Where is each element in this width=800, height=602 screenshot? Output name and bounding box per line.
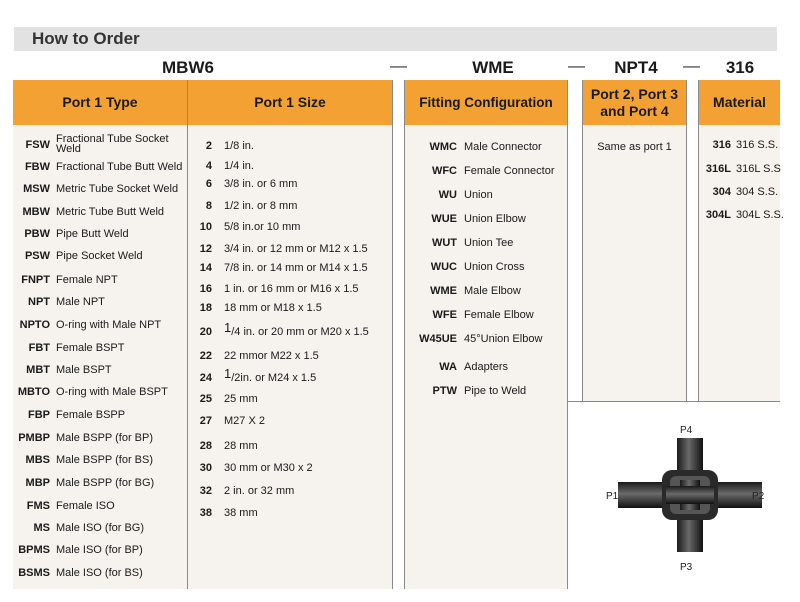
list-item xyxy=(198,283,359,295)
type-desc-line: Fractional Tube Socket xyxy=(56,133,169,145)
type-code: MBT xyxy=(26,364,50,376)
header-port2-4 xyxy=(583,80,686,125)
size-code: 30 xyxy=(199,462,212,474)
order-code-port2-4: NPT4 xyxy=(614,58,658,77)
type-desc: Male NPT xyxy=(56,296,105,308)
config-desc: Union Tee xyxy=(464,237,514,249)
config-code: WUT xyxy=(431,237,457,249)
list-item xyxy=(414,333,542,345)
list-item xyxy=(14,544,143,556)
list-item xyxy=(414,213,526,225)
type-code: MSW xyxy=(23,183,50,195)
column-divider xyxy=(686,80,687,401)
list-item xyxy=(14,567,143,579)
list-item xyxy=(198,320,369,338)
cross-hub xyxy=(666,486,714,504)
port2-4-note: Same as port 1 xyxy=(597,141,672,153)
list-item xyxy=(14,161,182,173)
type-code: PBW xyxy=(24,228,50,240)
list-item xyxy=(14,522,144,534)
separator-dash: — xyxy=(683,56,700,75)
header-label: Fitting Configuration xyxy=(419,95,553,110)
size-code: 38 xyxy=(199,507,212,519)
size-code: 20 xyxy=(199,326,212,338)
size-desc: 3/4 in. or 12 mm or M12 x 1.5 xyxy=(224,243,368,255)
type-desc: Metric Tube Socket Weld xyxy=(56,183,179,195)
column-divider xyxy=(392,80,393,589)
column-divider xyxy=(187,80,188,589)
list-item xyxy=(198,507,258,519)
type-desc: Pipe Butt Weld xyxy=(56,228,129,240)
list-item xyxy=(198,462,313,474)
size-code: 18 xyxy=(199,302,212,314)
config-code: WUE xyxy=(431,213,457,225)
material-column-bg xyxy=(698,80,780,401)
separator-dash: — xyxy=(568,56,585,75)
size-desc: 30 mm or M30 x 2 xyxy=(224,462,313,474)
size-code: 8 xyxy=(205,200,212,212)
list-item xyxy=(198,366,317,384)
size-code: 6 xyxy=(205,178,212,190)
type-desc: Male BSPP (for BG) xyxy=(56,477,155,489)
horizontal-divider xyxy=(567,401,780,402)
size-code: 25 xyxy=(199,393,212,405)
type-code: MS xyxy=(33,522,50,534)
header-port1-type xyxy=(13,80,187,125)
type-desc: Male BSPP (for BP) xyxy=(56,432,153,444)
config-code: PTW xyxy=(432,385,457,397)
size-fraction-whole: 1 xyxy=(224,366,232,381)
config-desc: 45°Union Elbow xyxy=(464,333,543,345)
size-desc: 22 mmor M22 x 1.5 xyxy=(224,350,319,362)
header-label: Material xyxy=(713,94,766,110)
list-item xyxy=(198,415,265,427)
header-label: Port 1 Size xyxy=(254,94,326,110)
size-desc: 1/2 in. or 8 mm xyxy=(224,200,298,212)
list-item xyxy=(198,178,297,190)
size-code: 4 xyxy=(205,160,212,172)
header-label: Port 2, Port 3 xyxy=(590,85,679,102)
list-item xyxy=(414,361,508,373)
list-item xyxy=(14,500,115,512)
type-desc: Male ISO (for BG) xyxy=(56,522,145,534)
size-code: 12 xyxy=(199,243,212,255)
type-desc: Male ISO (for BP) xyxy=(56,544,143,556)
header-label: and Port 4 xyxy=(600,102,669,119)
page-title: How to Order xyxy=(32,29,140,48)
list-item xyxy=(198,243,368,255)
list-item xyxy=(702,163,781,175)
config-code: W45UE xyxy=(419,333,457,345)
config-code: WFE xyxy=(432,309,457,321)
size-desc xyxy=(224,320,369,338)
list-item xyxy=(14,409,125,421)
type-code: PMBP xyxy=(18,432,50,444)
type-desc: Female ISO xyxy=(56,500,115,512)
material-code: 304L xyxy=(705,209,731,221)
port-label-p4: P4 xyxy=(680,425,693,436)
size-code: 22 xyxy=(199,350,212,362)
size-code: 14 xyxy=(199,262,212,274)
size-desc: 38 mm xyxy=(224,507,258,519)
list-item xyxy=(198,302,322,314)
type-code: BSMS xyxy=(18,567,50,579)
size-desc: 18 mm or M18 x 1.5 xyxy=(224,302,322,314)
list-item xyxy=(14,296,105,308)
size-desc: 28 mm xyxy=(224,440,258,452)
list-item xyxy=(14,228,129,240)
order-code-size: MBW6 xyxy=(162,58,214,77)
type-desc: Metric Tube Butt Weld xyxy=(56,206,165,218)
material-desc: 316L S.S xyxy=(736,163,781,175)
config-code: WFC xyxy=(431,165,457,177)
list-item xyxy=(702,186,778,198)
config-desc: Adapters xyxy=(464,361,509,373)
type-desc xyxy=(56,134,169,154)
list-item xyxy=(14,274,118,286)
config-desc: Female Connector xyxy=(464,165,555,177)
size-desc: 1/8 in. xyxy=(224,140,254,152)
size-fraction-whole: 1 xyxy=(224,320,232,335)
type-desc: Pipe Socket Weld xyxy=(56,250,143,262)
size-fraction-rest: /4 in. or 20 mm or M20 x 1.5 xyxy=(231,326,369,338)
type-code: FSW xyxy=(25,139,50,151)
material-desc: 304L S.S. xyxy=(736,209,784,221)
material-desc: 316 S.S. xyxy=(736,139,779,151)
size-desc: 3/8 in. or 6 mm xyxy=(224,178,298,190)
size-code: 16 xyxy=(199,283,212,295)
list-item xyxy=(14,250,143,262)
type-code: MBP xyxy=(25,477,50,489)
list-item xyxy=(414,385,526,397)
list-item xyxy=(198,485,294,497)
list-item xyxy=(198,140,254,152)
column-divider xyxy=(404,80,405,589)
size-desc: 2 in. or 32 mm xyxy=(224,485,295,497)
list-item xyxy=(198,262,368,274)
port-label-p1: P1 xyxy=(606,491,619,502)
config-desc: Male Connector xyxy=(464,141,542,153)
list-item xyxy=(198,350,319,362)
config-desc: Union Cross xyxy=(464,261,525,273)
port-label-p3: P3 xyxy=(680,562,693,573)
list-item xyxy=(14,319,161,331)
type-code: FBP xyxy=(28,409,50,421)
material-code: 316L xyxy=(705,163,731,175)
list-item xyxy=(414,285,521,297)
list-item xyxy=(414,237,513,249)
port2-4-column-bg xyxy=(582,80,686,401)
type-code: PSW xyxy=(24,250,50,262)
type-desc: Male ISO (for BS) xyxy=(56,567,143,579)
type-desc: O-ring with Male BSPT xyxy=(56,386,168,398)
type-desc: Female NPT xyxy=(56,274,118,286)
type-desc: Male BSPT xyxy=(56,364,112,376)
size-desc: 25 mm xyxy=(224,393,258,405)
config-desc: Male Elbow xyxy=(464,285,521,297)
size-code: 27 xyxy=(199,415,212,427)
size-fraction-rest: /2in. or M24 x 1.5 xyxy=(231,372,317,384)
list-item xyxy=(702,209,784,221)
material-code: 304 xyxy=(712,186,731,198)
list-item xyxy=(14,477,154,489)
list-item xyxy=(414,189,493,201)
config-code: WMC xyxy=(429,141,457,153)
list-item xyxy=(14,183,178,195)
type-desc: Male BSPP (for BS) xyxy=(56,454,153,466)
list-item xyxy=(198,160,254,172)
size-desc: 1/4 in. xyxy=(224,160,254,172)
config-desc: Pipe to Weld xyxy=(464,385,527,397)
list-item xyxy=(702,139,778,151)
title-bar xyxy=(14,27,777,51)
config-desc: Union xyxy=(464,189,493,201)
type-desc: Female BSPT xyxy=(56,342,125,354)
column-divider xyxy=(567,80,568,589)
type-code: FBT xyxy=(28,342,50,354)
type-code: NPTO xyxy=(19,319,50,331)
type-desc: O-ring with Male NPT xyxy=(56,319,162,331)
size-desc: 5/8 in.or 10 mm xyxy=(224,221,301,233)
list-item xyxy=(414,165,555,177)
list-item xyxy=(198,200,297,212)
list-item xyxy=(14,342,124,354)
list-item xyxy=(198,440,258,452)
size-desc: 7/8 in. or 14 mm or M14 x 1.5 xyxy=(224,262,368,274)
config-desc: Female Elbow xyxy=(464,309,534,321)
header-label: Port 1 Type xyxy=(62,94,138,110)
size-code: 10 xyxy=(199,221,212,233)
type-code: FMS xyxy=(26,500,50,512)
list-item xyxy=(14,432,153,444)
order-code-material: 316 xyxy=(725,58,755,77)
list-item xyxy=(14,134,169,154)
config-code: WA xyxy=(439,361,457,373)
type-code: MBS xyxy=(25,454,50,466)
list-item xyxy=(414,309,534,321)
type-code: NPT xyxy=(28,296,50,308)
size-desc: M27 X 2 xyxy=(224,415,265,427)
size-code: 32 xyxy=(199,485,212,497)
list-item xyxy=(414,261,525,273)
config-code: WU xyxy=(438,189,457,201)
list-item xyxy=(14,206,164,218)
size-code: 24 xyxy=(199,372,212,384)
type-code: FBW xyxy=(24,161,50,173)
type-desc-line: Weld xyxy=(56,143,81,155)
port-label-p2: P2 xyxy=(752,491,765,502)
list-item xyxy=(14,386,168,398)
list-item xyxy=(198,393,258,405)
size-desc xyxy=(224,366,317,384)
size-desc: 1 in. or 16 mm or M16 x 1.5 xyxy=(224,283,359,295)
type-code: MBTO xyxy=(17,386,50,398)
material-desc: 304 S.S. xyxy=(736,186,779,198)
config-desc: Union Elbow xyxy=(464,213,526,225)
header-port1-size xyxy=(188,80,392,125)
size-code: 2 xyxy=(205,140,212,152)
size-code: 28 xyxy=(199,440,212,452)
type-code: MBW xyxy=(22,206,50,218)
separator-dash: — xyxy=(390,56,407,75)
order-code-config: WME xyxy=(472,58,514,77)
type-code: BPMS xyxy=(18,544,50,556)
header-material xyxy=(699,80,780,125)
header-fitting-config xyxy=(405,80,567,125)
list-item xyxy=(414,141,542,153)
type-desc: Fractional Tube Butt Weld xyxy=(56,161,183,173)
material-code: 316 xyxy=(712,139,731,151)
type-desc: Female BSPP xyxy=(56,409,126,421)
type-code: FNPT xyxy=(21,274,50,286)
column-divider xyxy=(698,80,699,401)
list-item xyxy=(198,221,300,233)
list-item xyxy=(14,454,153,466)
list-item xyxy=(14,364,112,376)
column-divider xyxy=(582,80,583,401)
config-code: WUC xyxy=(430,261,457,273)
config-code: WME xyxy=(430,285,457,297)
